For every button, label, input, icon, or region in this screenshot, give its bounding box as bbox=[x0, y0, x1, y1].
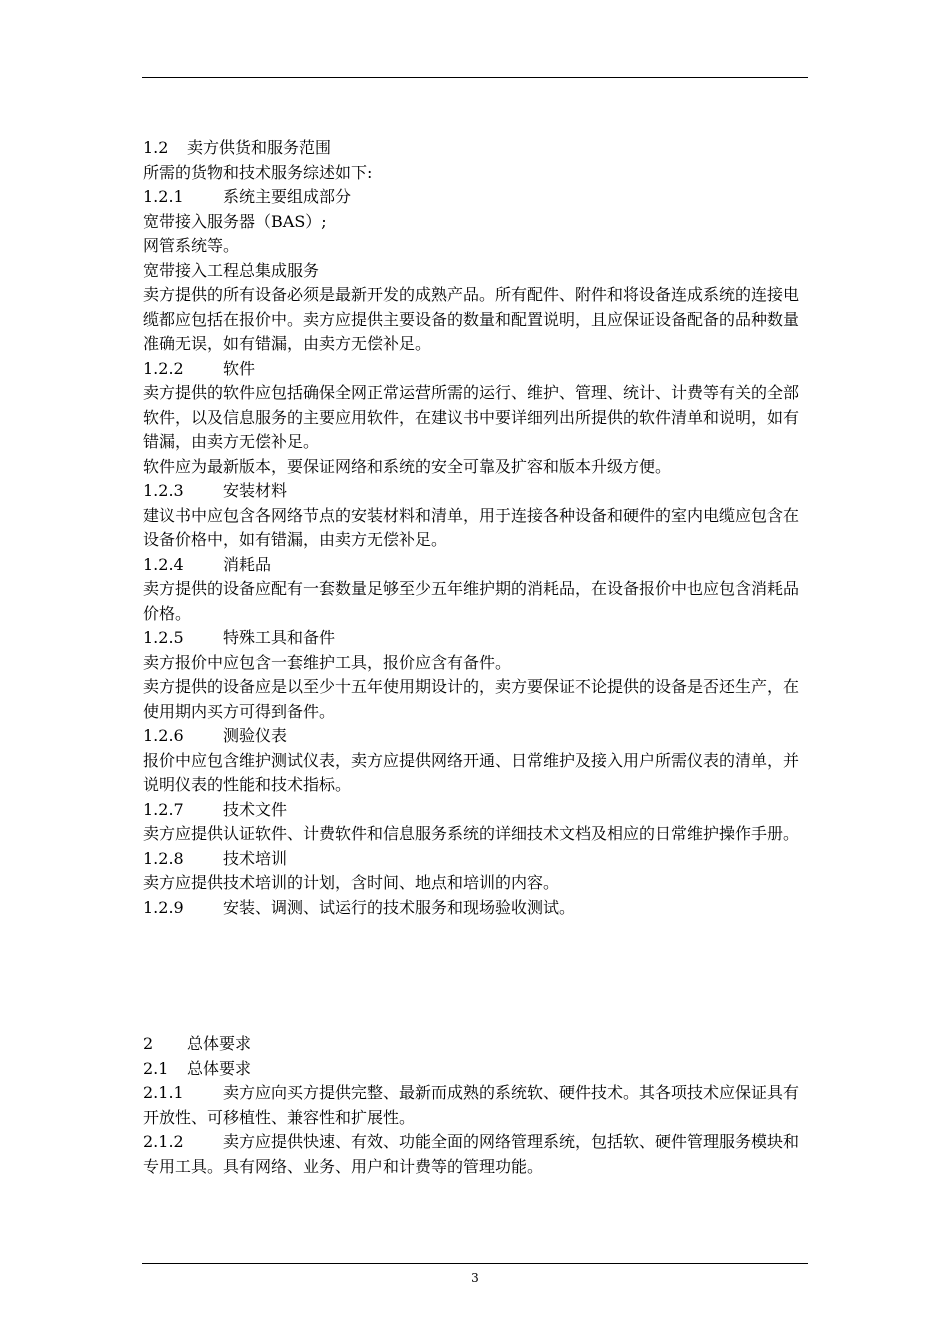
section-number: 2.1.2 bbox=[143, 1132, 184, 1151]
body-paragraph: 建议书中应包含各网络节点的安装材料和清单，用于连接各种设备和硬件的室内电缆应包含在设备价格中，如有错漏，由卖方无偿补足。 bbox=[143, 505, 800, 549]
page-body bbox=[143, 136, 811, 1179]
section-title: 系统主要组成部分 bbox=[223, 187, 352, 206]
section-heading bbox=[143, 1081, 811, 1130]
section-heading bbox=[143, 479, 811, 504]
section-title: 安装材料 bbox=[223, 481, 288, 500]
section-heading bbox=[143, 185, 811, 210]
section-2 bbox=[143, 1032, 811, 1179]
section-number: 1.2.6 bbox=[143, 726, 184, 745]
section-heading bbox=[143, 798, 811, 823]
body-paragraph: 卖方应提供技术培训的计划，含时间、地点和培训的内容。 bbox=[143, 873, 560, 892]
header-rule bbox=[142, 77, 808, 78]
section-number: 1.2.9 bbox=[143, 897, 184, 917]
vertical-gap bbox=[143, 920, 811, 1032]
section-number: 2 bbox=[143, 1034, 154, 1053]
section-heading bbox=[143, 357, 811, 382]
section-number: 1.2 bbox=[143, 138, 169, 157]
body-paragraph: 卖方提供的软件应包括确保全网正常运营所需的运行、维护、管理、统计、计费等有关的全部软件，以及信息服务的主要应用软件，在建议书中要详细列出所提供的软件清单和说明，如有错漏，由卖方无偿补足。 bbox=[143, 383, 800, 451]
section-title: 技术文件 bbox=[223, 799, 288, 819]
section-number: 2.1 bbox=[143, 1058, 169, 1078]
section-title: 卖方应提供快速、有效、功能全面的网络管理系统，包括软、硬件管理服务模块和专用工具。具有网络、业务、用户和计费等的管理功能。 bbox=[143, 1132, 800, 1176]
body-paragraph: 所需的货物和技术服务综述如下: bbox=[143, 162, 373, 182]
section-heading bbox=[143, 1130, 811, 1179]
body-paragraph: 卖方提供的设备应是以至少十五年使用期设计的，卖方要保证不论提供的设备是否还生产，在使用期内买方可得到备件。 bbox=[143, 677, 800, 721]
body-paragraph: 宽带接入工程总集成服务 bbox=[143, 260, 320, 280]
section-heading bbox=[143, 626, 811, 651]
page-number: 3 bbox=[471, 1271, 479, 1285]
section-number: 1.2.2 bbox=[143, 358, 184, 378]
section-number: 1.2.3 bbox=[143, 481, 184, 500]
section-title: 总体要求 bbox=[187, 1034, 252, 1053]
body-paragraph: 网管系统等。 bbox=[143, 236, 240, 255]
section-number: 1.2.5 bbox=[143, 628, 184, 647]
section-heading bbox=[143, 1057, 811, 1082]
body-paragraph: 卖方报价中应包含一套维护工具，报价应含有备件。 bbox=[143, 652, 512, 672]
section-title: 技术培训 bbox=[223, 848, 288, 868]
section-heading bbox=[143, 847, 811, 872]
section-number: 1.2.1 bbox=[143, 187, 184, 206]
section-title: 特殊工具和备件 bbox=[223, 628, 336, 647]
section-heading bbox=[143, 724, 811, 749]
body-paragraph: 宽带接入服务器（BAS）; bbox=[143, 211, 327, 231]
body-paragraph: 卖方提供的设备应配有一套数量足够至少五年维护期的消耗品，在设备报价中也应包含消耗品价格。 bbox=[143, 579, 800, 623]
section-title: 软件 bbox=[223, 358, 256, 378]
body-paragraph: 软件应为最新版本，要保证网络和系统的安全可靠及扩容和版本升级方便。 bbox=[143, 456, 672, 476]
section-title: 卖方供货和服务范围 bbox=[187, 138, 332, 157]
body-paragraph: 卖方应提供认证软件、计费软件和信息服务系统的详细技术文档及相应的日常维护操作手册。 bbox=[143, 824, 800, 843]
section-title: 安装、调测、试运行的技术服务和现场验收测试。 bbox=[223, 897, 576, 917]
section-heading bbox=[143, 1032, 811, 1057]
section-1-2 bbox=[143, 136, 811, 920]
section-heading bbox=[143, 136, 811, 161]
section-title: 消耗品 bbox=[223, 554, 272, 574]
footer-rule bbox=[142, 1263, 808, 1264]
section-title: 卖方应向买方提供完整、最新而成熟的系统软、硬件技术。其各项技术应保证具有开放性、可移植性、兼容性和扩展性。 bbox=[143, 1083, 800, 1127]
section-title: 测验仪表 bbox=[223, 726, 288, 745]
section-number: 1.2.7 bbox=[143, 799, 184, 819]
section-number: 1.2.4 bbox=[143, 554, 184, 574]
body-paragraph: 报价中应包含维护测试仪表，卖方应提供网络开通、日常维护及接入用户所需仪表的清单，并说明仪表的性能和技术指标。 bbox=[143, 750, 800, 794]
section-heading bbox=[143, 553, 811, 578]
section-number: 1.2.8 bbox=[143, 848, 184, 868]
section-heading bbox=[143, 896, 811, 921]
section-title: 总体要求 bbox=[187, 1058, 252, 1078]
section-number: 2.1.1 bbox=[143, 1083, 184, 1102]
body-paragraph: 卖方提供的所有设备必须是最新开发的成熟产品。所有配件、附件和将设备连成系统的连接电缆都应包括在报价中。卖方应提供主要设备的数量和配置说明，且应保证设备配备的品种数量准确无误，如有错漏，由卖方无偿补足。 bbox=[143, 285, 800, 353]
